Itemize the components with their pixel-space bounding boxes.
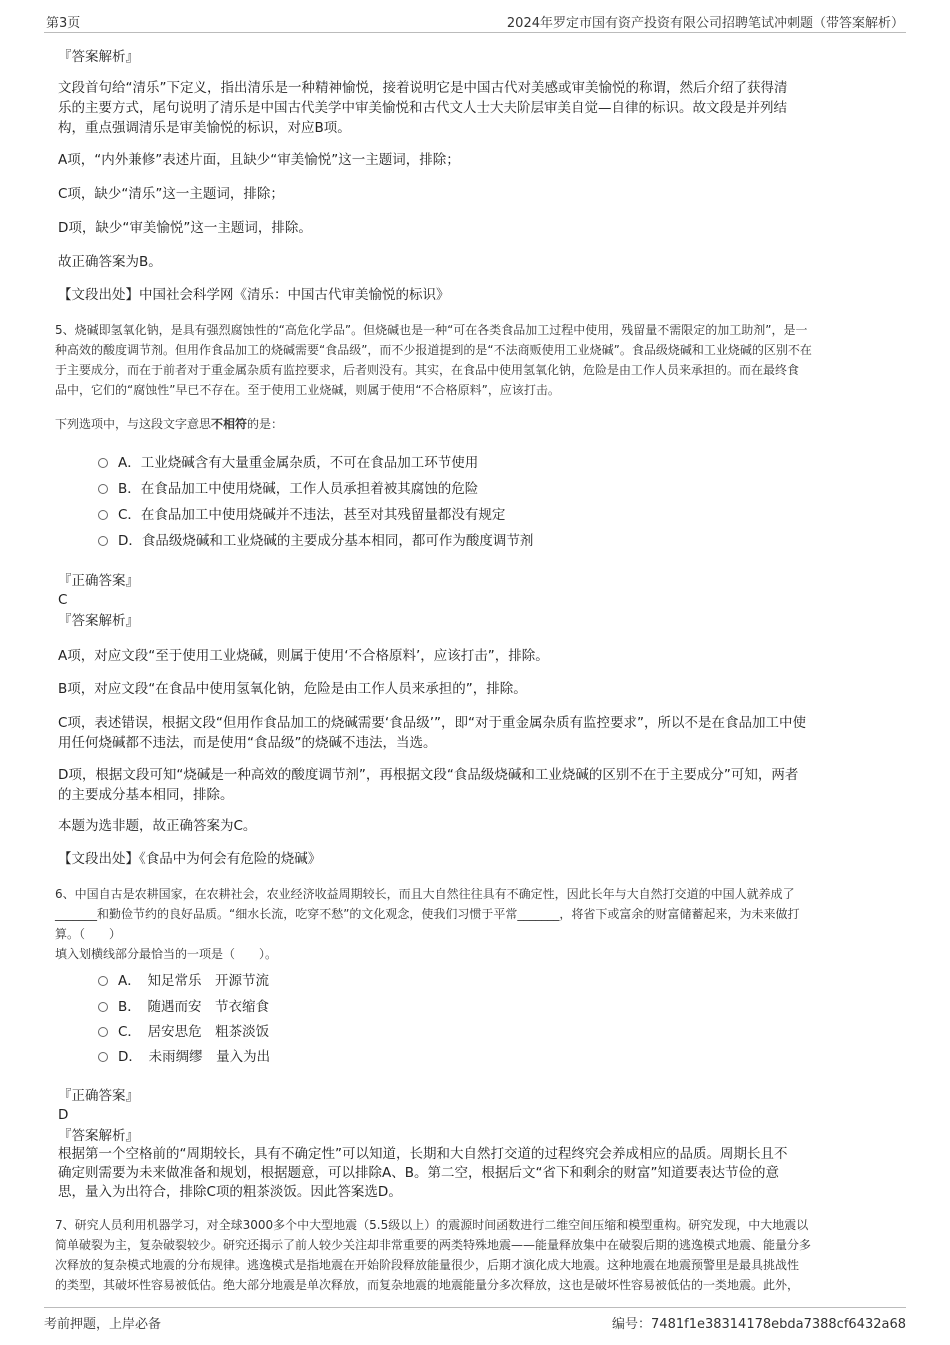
text-line: 5、烧碱即氢氧化钠，是具有强烈腐蚀性的“高危化学品”。但烧碱也是一种“可在各类食品加工过程中使用，残留量不需限定的加工助剂”，是一 xyxy=(55,323,808,337)
text: 的是： xyxy=(247,417,284,431)
q7-stem xyxy=(55,1215,895,1295)
option-label: B． 随遇而安 节衣缩食 xyxy=(118,999,270,1015)
text-line: 构，重点强调清乐是审美愉悦的标识，对应B项。 xyxy=(58,120,351,136)
text-line: 文段首句给“清乐”下定义，指出清乐是一种精神愉悦，接着说明它是中国古代对美感或审美愉悦的称谓，然后介绍了获得清 xyxy=(58,80,788,96)
document-id: 编号：7481f1e38314178ebda7388cf6432a68 xyxy=(612,1317,906,1332)
analysis-label: 『答案解析』 xyxy=(58,1128,139,1144)
q5-option-a[interactable] xyxy=(98,451,478,471)
source: 【文段出处】中国社会科学网《清乐：中国古代审美愉悦的标识》 xyxy=(58,287,450,303)
radio-icon[interactable] xyxy=(98,1052,108,1062)
q5-option-b[interactable] xyxy=(98,477,478,497)
text-line: 简单破裂为主，复杂破裂较少。研究还揭示了前人较少关注却非常重要的两类特殊地震——能量释放集中在破裂后期的逃逸模式地震、能量分多 xyxy=(55,1238,812,1252)
radio-icon[interactable] xyxy=(98,976,108,986)
page-number: 第3页 xyxy=(46,16,81,31)
text-line: 用任何烧碱都不违法，而是使用“食品级”的烧碱不违法，当选。 xyxy=(58,735,437,751)
radio-icon[interactable] xyxy=(98,1002,108,1012)
q6-option-d[interactable] xyxy=(98,1045,270,1065)
text-line: 根据第一个空格前的“周期较长，具有不确定性”可以知道，长期和大自然打交道的过程终究会养成相应的品质。周期长且不 xyxy=(58,1146,788,1162)
radio-icon[interactable] xyxy=(98,510,108,520)
text-line: D项，根据文段可知“烧碱是一种高效的酸度调节剂”，再根据文段“食品级烧碱和工业烧碱的区别不在于主要成分”可知，两者 xyxy=(58,767,799,783)
text: 下列选项中，与这段文字意思 xyxy=(55,417,212,431)
analysis-b: B项，对应文段“在食品中使用氢氧化钠，危险是由工作人员来承担的”，排除。 xyxy=(58,681,527,697)
analysis-d xyxy=(58,765,898,805)
answer-label: 『正确答案』 xyxy=(58,573,139,589)
text-line: 的类型，其破坏性容易被低估。绝大部分地震是单次释放，而复杂地震的地震能量分多次释放，这也是破坏性容易被低估的一类地震。此外， xyxy=(55,1278,800,1292)
analysis-c: C项，缺少“清乐”这一主题词，排除； xyxy=(58,186,284,202)
analysis-c xyxy=(58,713,898,753)
answer: D xyxy=(58,1107,69,1123)
radio-icon[interactable] xyxy=(98,1027,108,1037)
option-label: A． 知足常乐 开源节流 xyxy=(118,973,269,989)
text-line: 乐的主要方式，尾句说明了清乐是中国古代美学中审美愉悦和古代文人士大夫阶层审美自觉—自律的标识。故文段是并列结 xyxy=(58,100,787,116)
option-label: C． 居安思危 粗茶淡饭 xyxy=(118,1024,270,1040)
q6-option-c[interactable] xyxy=(98,1020,269,1040)
source: 【文段出处】《食品中为何会有危险的烧碱》 xyxy=(58,851,322,867)
q6-option-b[interactable] xyxy=(98,995,269,1015)
text-line: 思，量入为出符合，排除C项的粗茶淡饭。因此答案选D。 xyxy=(58,1184,402,1200)
text-line: 次释放的复杂模式地震的分布规律。逃逸模式是指地震在开始阶段释放能量很少，后期才演化成大地震。这种地震在地震预警里是最具挑战性 xyxy=(55,1258,800,1272)
q5-question xyxy=(55,414,283,434)
text-line: 品中，它们的“腐蚀性”早已不存在。至于使用工业烧碱，则属于使用“不合格原料”，应该打击。 xyxy=(55,383,560,397)
text-line: 算。（ ） xyxy=(55,927,122,941)
header-divider xyxy=(44,32,906,33)
emphasis: 不相符 xyxy=(211,417,248,431)
analysis-a: A项，对应文段“至于使用工业烧碱，则属于使用‘不合格原料’，应该打击”，排除。 xyxy=(58,648,549,664)
analysis-text xyxy=(58,78,898,138)
text-line: 7、研究人员利用机器学习，对全球3000多个中大型地震（5.5级以上）的震源时间函数进行二维空间压缩和模型重构。研究发现，中大地震以 xyxy=(55,1218,809,1232)
option-label: B．在食品加工中使用烧碱，工作人员承担着被其腐蚀的危险 xyxy=(118,481,479,497)
q6-stem xyxy=(55,884,895,964)
q5-option-d[interactable] xyxy=(98,529,533,549)
text-line: 于主要成分，而在于前者对于重金属杂质有监控要求，后者则没有。其实，在食品中使用氢氧化钠，危险是由工作人员来承担的。而在最终食 xyxy=(55,363,800,377)
answer-label: 『正确答案』 xyxy=(58,1088,139,1104)
text-line: 种高效的酸度调节剂。但用作食品加工的烧碱需要“食品级”，而不少报道提到的是“不法商贩使用工业烧碱”。食品级烧碱和工业烧碱的区别不在 xyxy=(55,343,812,357)
text-line: 填入划横线部分最恰当的一项是（ ）。 xyxy=(55,947,278,961)
q5-stem xyxy=(55,320,895,400)
answer: C xyxy=(58,592,68,608)
text-line: _______和勤俭节约的良好品质。“细水长流，吃穿不愁”的文化观念，使我们习惯于平常_______，将省下或富余的财富储蓄起来，为未来做打 xyxy=(55,907,800,921)
radio-icon[interactable] xyxy=(98,458,108,468)
text-line: C项，表述错误，根据文段“但用作食品加工的烧碱需要‘食品级’”，即“对于重金属杂质有监控要求”，所以不是在食品加工中使 xyxy=(58,715,806,731)
option-label: C．在食品加工中使用烧碱并不违法，甚至对其残留量都没有规定 xyxy=(118,507,506,523)
footer-slogan: 考前押题，上岸必备 xyxy=(44,1317,162,1332)
q5-option-c[interactable] xyxy=(98,503,505,523)
conclusion: 故正确答案为B。 xyxy=(58,254,162,270)
analysis-d: D项，缺少“审美愉悦”这一主题词，排除。 xyxy=(58,220,312,236)
radio-icon[interactable] xyxy=(98,536,108,546)
conclusion: 本题为选非题，故正确答案为C。 xyxy=(58,818,257,834)
option-label: D． 未雨绸缪 量入为出 xyxy=(118,1049,271,1065)
analysis-a: A项，“内外兼修”表述片面，且缺少“审美愉悦”这一主题词，排除； xyxy=(58,152,460,168)
analysis-label: 『答案解析』 xyxy=(58,613,139,629)
text-line: 的主要成分基本相同，排除。 xyxy=(58,787,234,803)
radio-icon[interactable] xyxy=(98,484,108,494)
text-line: 6、中国自古是农耕国家，在农耕社会，农业经济收益周期较长，而且大自然往往具有不确定性，因此长年与大自然打交道的中国人就养成了 xyxy=(55,887,795,901)
text-line: 确定则需要为未来做准备和规划，根据题意，可以排除A、B。第二空，根据后文“省下和剩余的财富”知道要表达节俭的意 xyxy=(58,1165,779,1181)
option-label: A．工业烧碱含有大量重金属杂质，不可在食品加工环节使用 xyxy=(118,455,479,471)
option-label: D．食品级烧碱和工业烧碱的主要成分基本相同，都可作为酸度调节剂 xyxy=(118,533,534,549)
footer-divider xyxy=(44,1307,906,1308)
analysis-text xyxy=(58,1145,898,1202)
document-title: 2024年罗定市国有资产投资有限公司招聘笔试冲刺题（带答案解析） xyxy=(506,16,904,31)
q6-option-a[interactable] xyxy=(98,969,269,989)
analysis-label: 『答案解析』 xyxy=(58,49,139,65)
